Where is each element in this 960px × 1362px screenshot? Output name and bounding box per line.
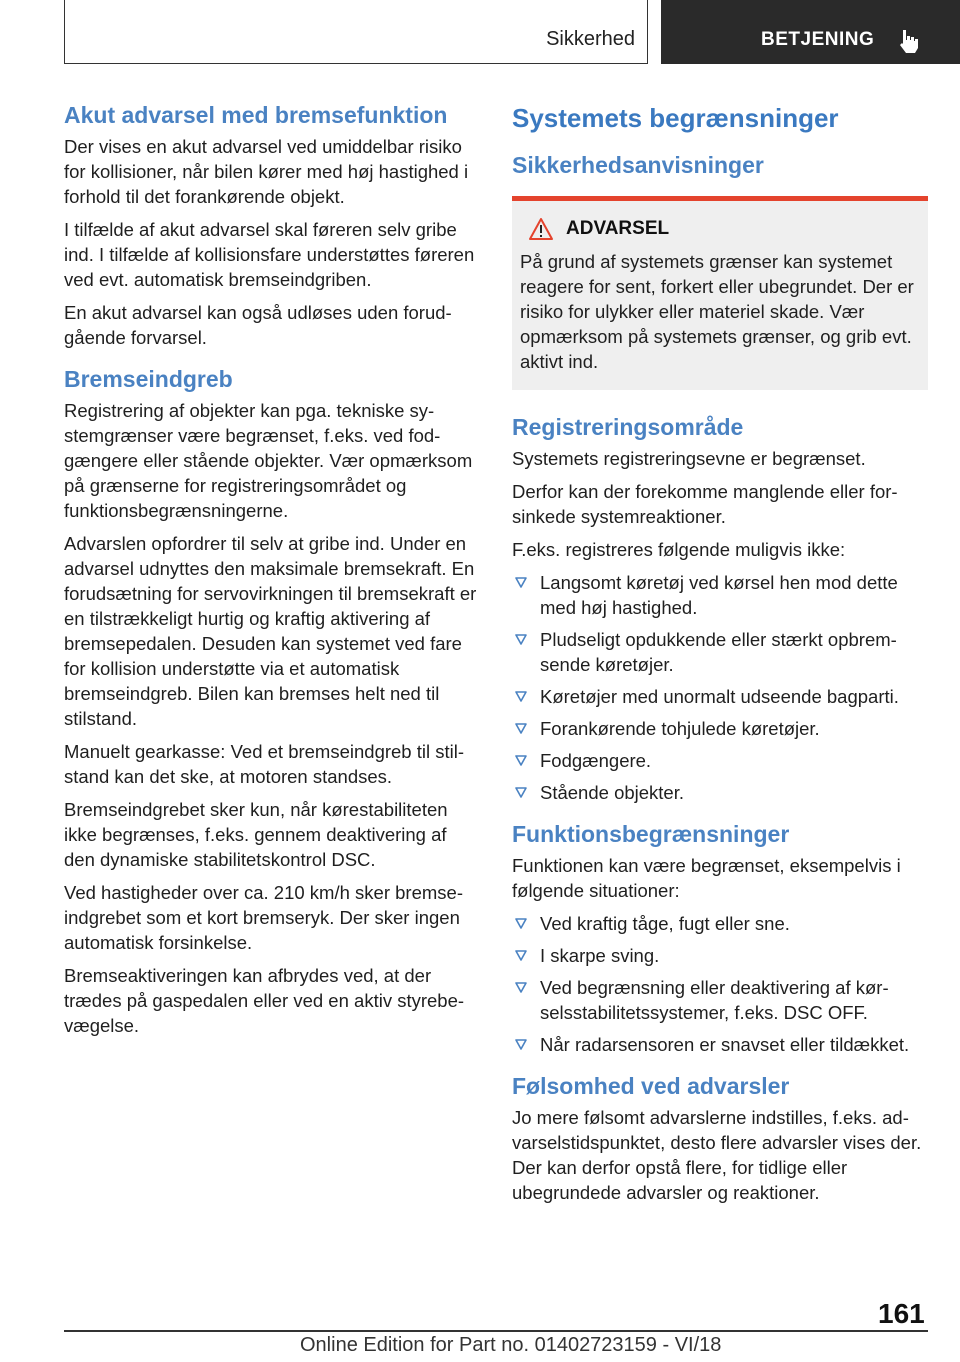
triangle-bullet-icon <box>514 720 528 736</box>
list-item-text: Ved kraftig tåge, fugt eller sne. <box>540 913 790 934</box>
safety-subtitle: Sikkerhedsanvisninger <box>512 152 764 178</box>
list-item-text: Når radarsensoren er snavset eller tildækket. <box>540 1034 910 1055</box>
hand-pointer-icon <box>897 26 921 54</box>
list-item-text: Forankørende tohjulede køretøjer. <box>540 718 820 739</box>
warning-text: På grund af systemets grænser kan systemet reagere for sent, forkert eller ubegrundet. Der er risiko for ulykker eller materiel skade. Vær opmærksom på systemets grænser, og grib evt. aktivt ind. <box>520 251 914 372</box>
right-sections <box>512 412 928 1205</box>
paragraph: F.eks. registreres følgende muligvis ikke: <box>512 539 846 560</box>
list-item-text: Ved begrænsning eller deaktivering af kørselsstabilitetssystemer, f.eks. DSC OFF. <box>540 977 889 1023</box>
list-item <box>512 1032 928 1057</box>
paragraph: Registrering af objekter kan pga. tekniske systemgrænser være begrænset, f.eks. ved fodgængere eller stående objekter. Vær opmærksom på grænserne for registreringsområdet og funktionsbegrænsningerne. <box>64 400 473 521</box>
header-chapter-title: BETJENING <box>761 29 875 50</box>
list-item <box>512 627 928 677</box>
warning-title: ADVARSEL <box>566 218 670 239</box>
warning-box <box>512 196 928 390</box>
triangle-bullet-icon <box>514 979 528 995</box>
paragraph: I tilfælde af akut advarsel skal føreren selv gribe ind. I tilfælde af kollisionsfare understøttes føreren ved evt. automatisk bremseindgriben. <box>64 219 475 290</box>
header-section-box <box>64 0 648 64</box>
paragraph: Manuelt gearkasse: Ved et bremseindgreb til stilstand kan det ske, at motoren standses. <box>64 741 465 787</box>
list-item-text: Stående objekter. <box>540 782 684 803</box>
paragraph: Jo mere følsomt advarslerne indstilles, f.eks. advarselstidspunktet, desto flere advarsler vises der. Der kan derfor opstå flere, for tidlige eller ubegrundede advarsler og reaktioner. <box>512 1107 922 1203</box>
list-item-text: I skarpe sving. <box>540 945 660 966</box>
paragraph: En akut advarsel kan også udløses uden forudgående forvarsel. <box>64 302 452 348</box>
section-heading: Følsomhed ved advarsler <box>512 1073 790 1099</box>
list-item <box>512 911 928 936</box>
footer-edition: Online Edition for Part no. 01402723159 - VI/18 <box>300 1334 722 1356</box>
paragraph: Funktionen kan være begrænset, eksempelvis i følgende situationer: <box>512 855 901 901</box>
list-item <box>512 684 928 709</box>
header-section-title: Sikkerhed <box>546 28 635 50</box>
list-item-text: Køretøjer med unormalt udseende bagparti. <box>540 686 899 707</box>
list-item <box>512 943 928 968</box>
list-item <box>512 570 928 620</box>
triangle-bullet-icon <box>514 915 528 931</box>
paragraph: Derfor kan der forekomme manglende eller forsinkede systemreaktioner. <box>512 481 898 527</box>
paragraph: Bremseaktiveringen kan afbrydes ved, at der trædes på gaspedalen eller ved en aktiv styrebevægelse. <box>64 965 465 1036</box>
triangle-bullet-icon <box>514 784 528 800</box>
list-item <box>512 780 928 805</box>
page-title: Systemets begrænsninger <box>512 103 839 133</box>
page-number: 161 <box>878 1298 925 1329</box>
bullet-list <box>512 570 928 805</box>
list-item-text: Pludseligt opdukkende eller stærkt opbremsende køretøjer. <box>540 629 897 675</box>
paragraph: Advarslen opfordrer til selv at gribe ind. Under en advarsel udnyttes den maksimale bremsekraft. En forudsætning for servovirkningen til bremsekraft er en tilstrækkeligt hurtig og kraftig aktivering af bremsepedalen. Desuden kan systemet ved fare for kollision understøtte via et automatisk bremseindgreb. Bilen kan bremses helt ned til stilstand. <box>64 533 477 729</box>
paragraph: Ved hastigheder over ca. 210 km/h sker bremseindgrebet som et kort bremseryk. Der sker ingen automatisk forsinkelse. <box>64 882 463 953</box>
triangle-bullet-icon <box>514 752 528 768</box>
bullet-list <box>512 911 928 1057</box>
right-column <box>512 100 928 1213</box>
triangle-bullet-icon <box>514 947 528 963</box>
list-item <box>512 716 928 741</box>
section-heading: Akut advarsel med bremsefunktion <box>64 102 448 128</box>
list-item <box>512 748 928 773</box>
header-chapter-box <box>661 0 960 64</box>
warning-triangle-icon <box>528 217 554 241</box>
triangle-bullet-icon <box>514 688 528 704</box>
triangle-bullet-icon <box>514 1036 528 1052</box>
warning-header <box>528 217 920 241</box>
paragraph: Der vises en akut advarsel ved umiddelbar risiko for kollisioner, når bilen kører med høj hastighed i forhold til det forankørende objekt. <box>64 136 469 207</box>
paragraph: Bremseindgrebet sker kun, når kørestabiliteten ikke begrænses, f.eks. gennem deaktivering af den dynamiske stabilitetskontrol DSC. <box>64 799 448 870</box>
list-item <box>512 975 928 1025</box>
list-item-text: Langsomt køretøj ved kørsel hen mod dette med høj hastighed. <box>540 572 898 618</box>
section-heading: Funktionsbegrænsninger <box>512 821 790 847</box>
section-heading: Registreringsområde <box>512 414 744 440</box>
section-heading: Bremseindgreb <box>64 366 233 392</box>
footer-divider <box>64 1330 928 1332</box>
triangle-bullet-icon <box>514 574 528 590</box>
left-column <box>64 100 479 1046</box>
paragraph: Systemets registreringsevne er begrænset. <box>512 448 866 469</box>
list-item-text: Fodgængere. <box>540 750 652 771</box>
triangle-bullet-icon <box>514 631 528 647</box>
